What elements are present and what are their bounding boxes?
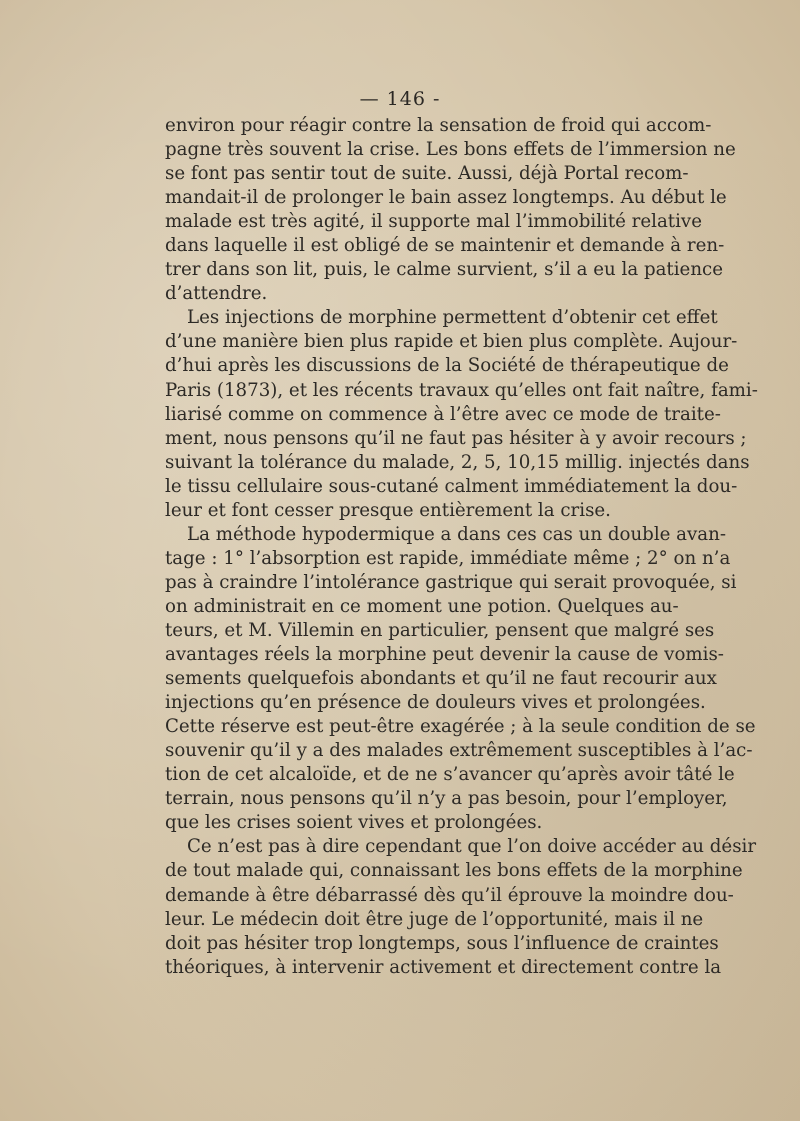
text-line: sements quelquefois abondants et qu’il ne faut recourir aux: [165, 668, 717, 690]
text-line: trer dans son lit, puis, le calme survient, s’il a eu la patience: [165, 259, 723, 281]
text-line: demande à être débarrassé dès qu’il éprouve la moindre dou-: [165, 884, 734, 906]
text-line: injections qu’en présence de douleurs vives et prolongées.: [165, 692, 706, 714]
text-line: liarisé comme on commence à l’être avec ce mode de traite-: [165, 403, 721, 425]
text-line: on administrait en ce moment une potion. Quelques au-: [165, 595, 679, 617]
text-line: d’une manière bien plus rapide et bien plus complète. Aujour-: [165, 331, 738, 353]
text-line: avantages réels la morphine peut devenir la cause de vomis-: [165, 644, 724, 666]
text-line: de tout malade qui, connaissant les bons effets de la morphine: [165, 860, 743, 882]
text-line: que les crises soient vives et prolongées.: [165, 812, 543, 834]
text-line: tage : 1° l’absorption est rapide, immédiate même ; 2° on n’a: [165, 547, 731, 569]
text-line: d’hui après les discussions de la Société de thérapeutique de: [165, 355, 729, 377]
text-line: Ce n’est pas à dire cependant que l’on doive accéder au désir: [187, 836, 757, 858]
text-line: Paris (1873), et les récents travaux qu’elles ont fait naître, fami-: [165, 379, 758, 401]
text-line: se font pas sentir tout de suite. Aussi, déjà Portal recom-: [165, 163, 689, 185]
text-line: doit pas hésiter trop longtemps, sous l’influence de craintes: [165, 932, 719, 954]
text-line: La méthode hypodermique a dans ces cas un double avan-: [187, 523, 727, 545]
text-line: suivant la tolérance du malade, 2, 5, 10,15 millig. injectés dans: [165, 451, 750, 473]
text-line: environ pour réagir contre la sensation de froid qui accom-: [165, 115, 712, 136]
text-line: Cette réserve est peut-être exagérée ; à la seule condition de se: [165, 716, 756, 738]
text-line: terrain, nous pensons qu’il n’y a pas besoin, pour l’employer,: [165, 788, 728, 810]
text-line: d’attendre.: [165, 283, 268, 305]
body-text: [165, 114, 758, 980]
text-line: malade est très agité, il supporte mal l’immobilité relative: [165, 211, 702, 233]
text-line: dans laquelle il est obligé de se maintenir et demande à ren-: [165, 235, 725, 257]
text-line: mandait-il de prolonger le bain assez longtemps. Au début le: [165, 187, 727, 209]
text-line: pagne très souvent la crise. Les bons effets de l’immersion ne: [165, 139, 736, 161]
text-line: souvenir qu’il y a des malades extrêmement susceptibles à l’ac-: [165, 740, 753, 762]
text-line: tion de cet alcaloïde, et de ne s’avancer qu’après avoir tâté le: [165, 764, 735, 786]
text-line: leur et font cesser presque entièrement la crise.: [165, 499, 611, 521]
text-line: théoriques, à intervenir activement et directement contre la: [165, 956, 722, 978]
text-line: le tissu cellulaire sous-cutané calment immédiatement la dou-: [165, 475, 738, 497]
text-line: pas à craindre l’intolérance gastrique qui serait provoquée, si: [165, 571, 737, 593]
page-number: — 146 -: [359, 88, 441, 110]
text-line: Les injections de morphine permettent d’obtenir cet effet: [187, 307, 718, 329]
text-line: ment, nous pensons qu’il ne faut pas hésiter à y avoir recours ;: [165, 427, 747, 449]
text-line: teurs, et M. Villemin en particulier, pensent que malgré ses: [165, 619, 715, 641]
text-line: leur. Le médecin doit être juge de l’opportunité, mais il ne: [165, 908, 704, 930]
